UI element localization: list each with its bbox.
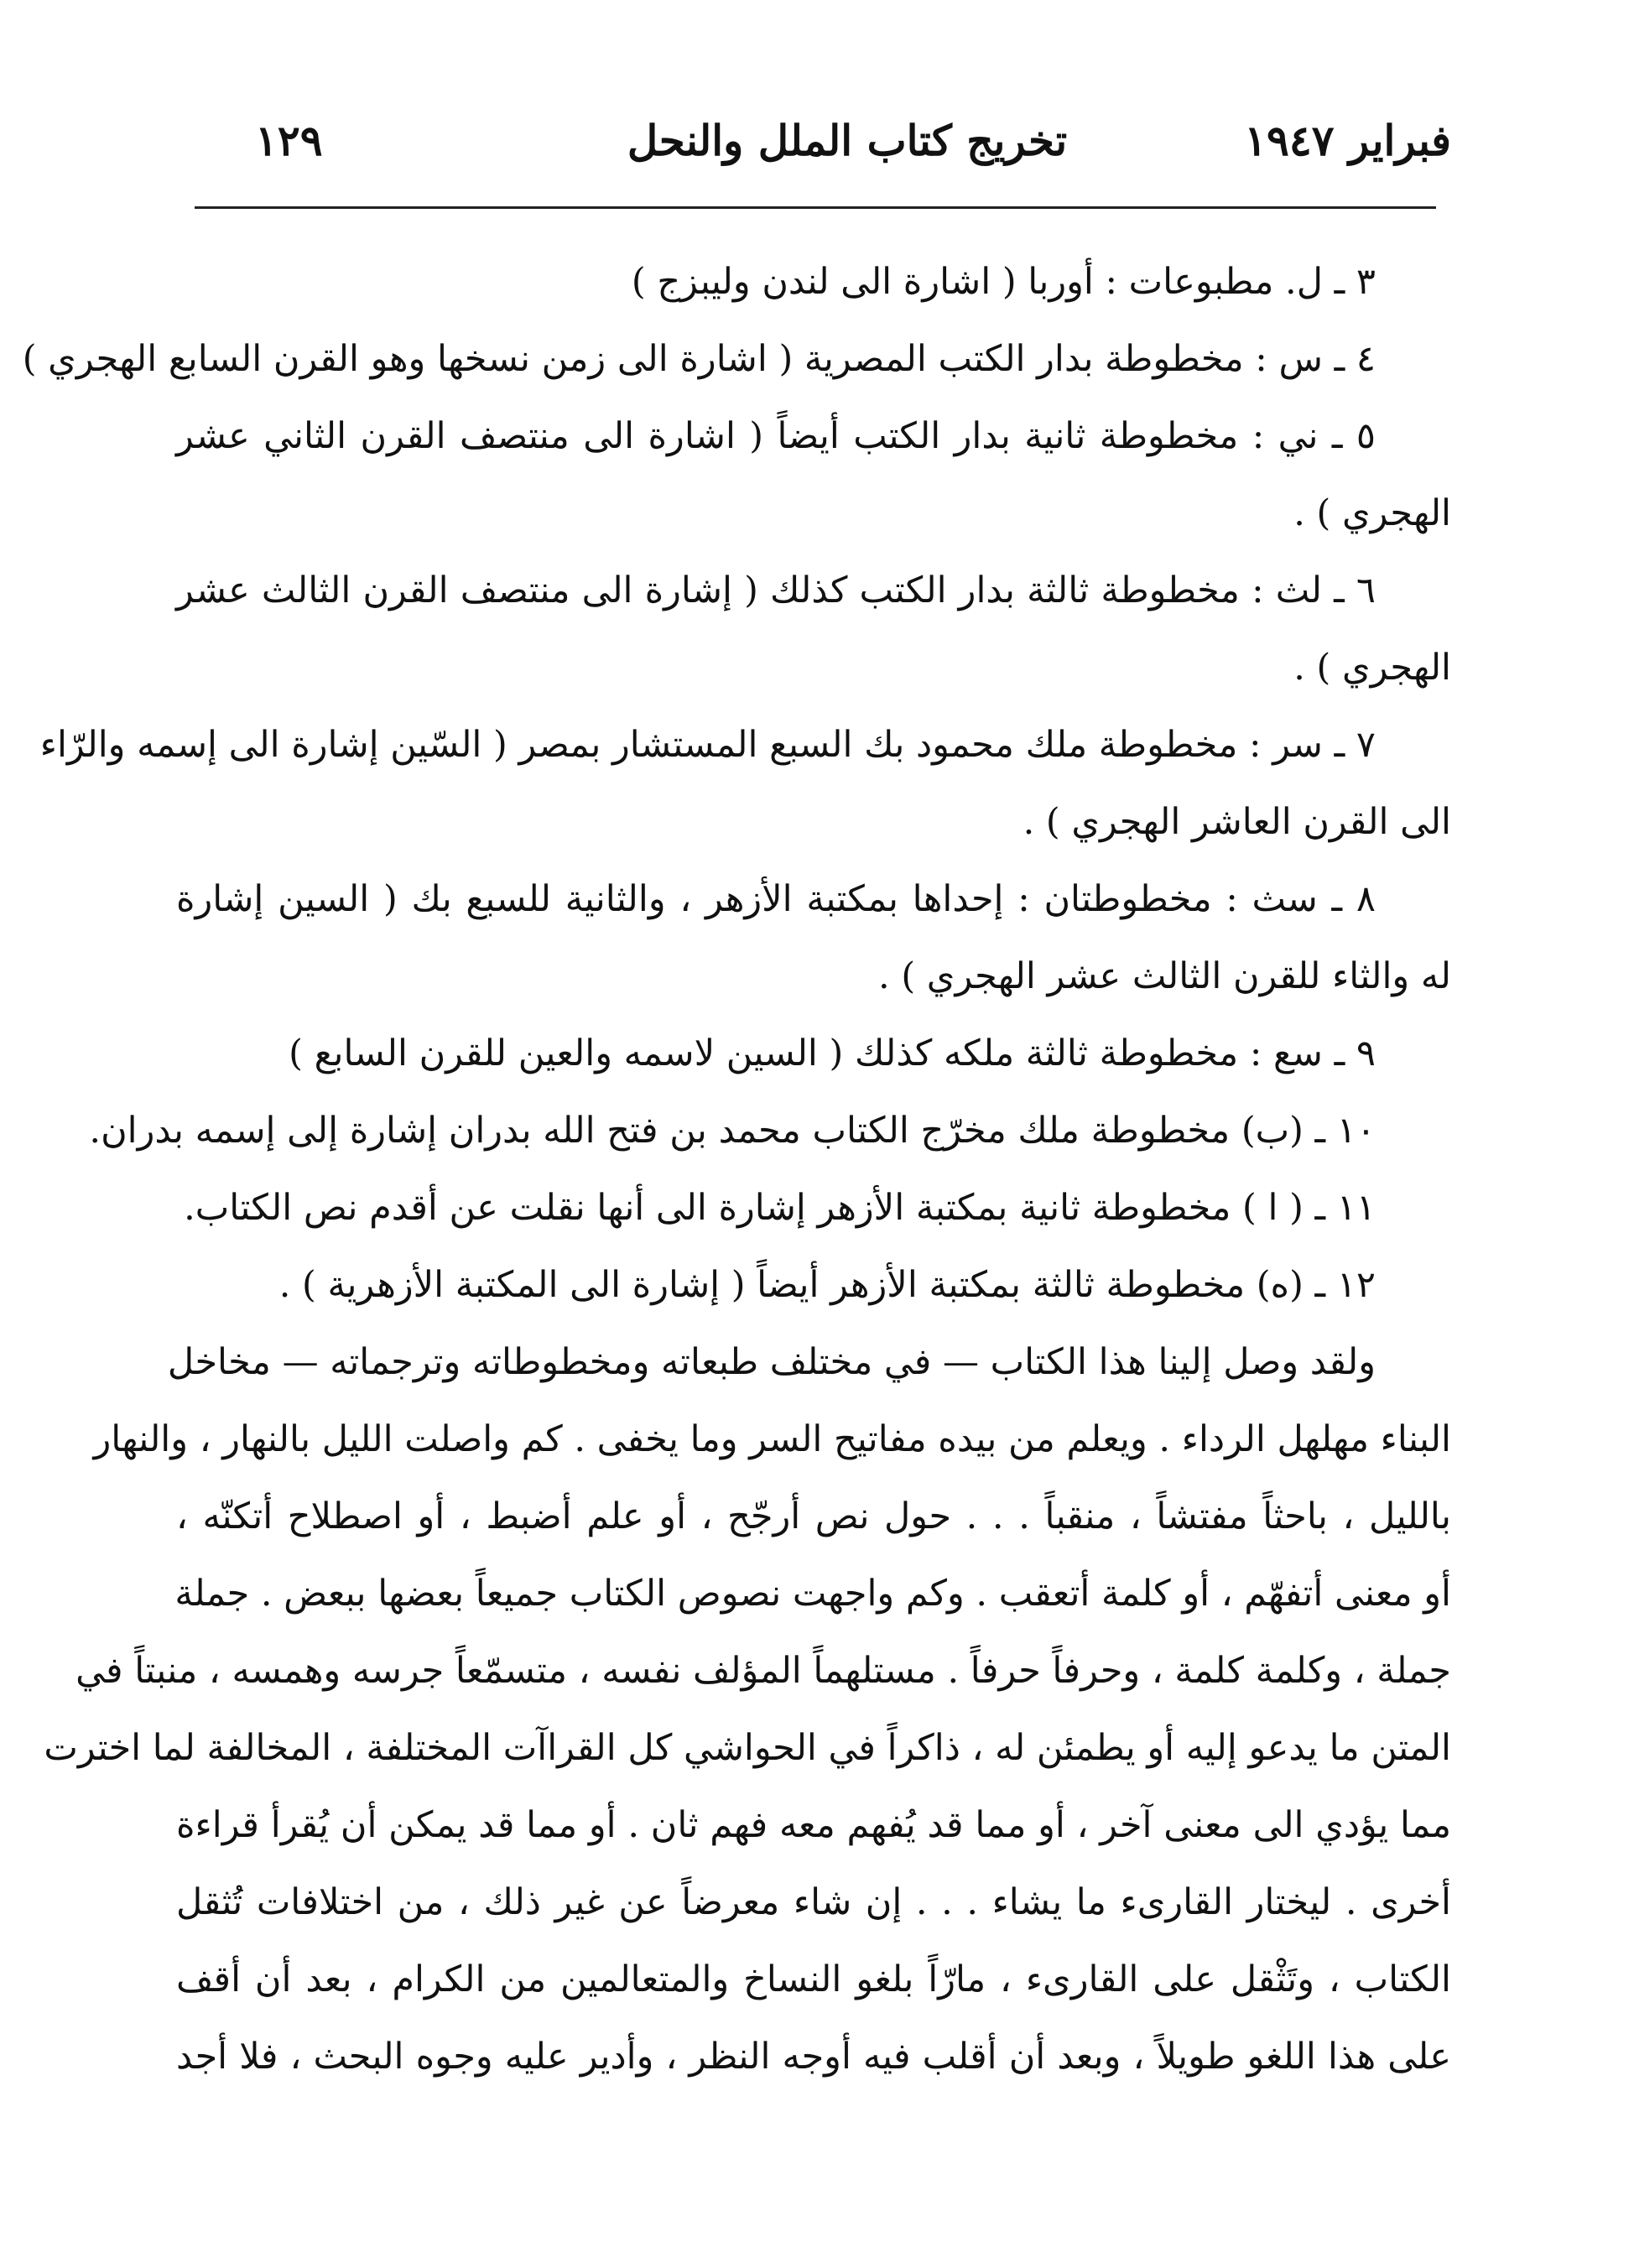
- running-header: [243, 116, 1451, 183]
- body-text: [22, 243, 1451, 2095]
- list-item-4: ٤ ـ س : مخطوطة بدار الكتب المصرية ( اشارة الى زمن نسخها وهو القرن السابع الهجري ): [22, 338, 1376, 380]
- list-item-5-continuation: الهجري ) .: [1293, 492, 1451, 534]
- list-item-10: ١٠ ـ (ب) مخطوطة ملك مخرّج الكتاب محمد بن فتح الله بدران إشارة إلى إسمه بدران.: [89, 1110, 1376, 1152]
- paragraph-line: على هذا اللغو طويلاً ، وبعد أن أقلب فيه أوجه النظر ، وأدير عليه وجوه البحث ، فلا أجد: [176, 2036, 1451, 2078]
- running-title: تخريج كتاب الملل والنحل: [627, 116, 1068, 165]
- issue-date: فبراير ١٩٤٧: [1244, 116, 1451, 165]
- list-item-8: ٨ ـ سث : مخطوطتان : إحداها بمكتبة الأزهر ، والثانية للسبع بك ( السين إشارة: [176, 878, 1376, 920]
- list-item-6-continuation: الهجري ) .: [1293, 647, 1451, 689]
- list-item-9: ٩ ـ سع : مخطوطة ثالثة ملكه كذلك ( السين لاسمه والعين للقرن السابع ): [289, 1033, 1376, 1074]
- list-item-5: ٥ ـ ني : مخطوطة ثانية بدار الكتب أيضاً ( اشارة الى منتصف القرن الثاني عشر: [176, 415, 1376, 457]
- paragraph-line: أخرى . ليختار القارىء ما يشاء . . . إن شاء معرضاً عن غير ذلك ، من اختلافات تُثقل: [176, 1881, 1451, 1923]
- paragraph-line: المتن ما يدعو إليه أو يطمئن له ، ذاكراً في الحواشي كل القراآت المختلفة ، المخالفة لما اخترت: [44, 1727, 1451, 1769]
- paragraph-line: بالليل ، باحثاً مفتشاً ، منقباً . . . حول نص أرجّح ، أو علم أضبط ، أو اصطلاح أتكنّه ،: [176, 1496, 1451, 1537]
- list-item-3: ٣ ـ ل. مطبوعات : أوربا ( اشارة الى لندن وليبزج ): [631, 261, 1376, 303]
- paragraph-line: أو معنى أتفهّم ، أو كلمة أتعقب . وكم واجهت نصوص الكتاب جميعاً بعضها ببعض . جملة: [174, 1573, 1451, 1615]
- list-item-8-continuation: له والثاء للقرن الثالث عشر الهجري ) .: [878, 955, 1451, 997]
- paragraph-line: جملة ، وكلمة كلمة ، وحرفاً حرفاً . مستلهماً المؤلف نفسه ، متسمّعاً جرسه وهمسه ، منبتاً في: [75, 1650, 1451, 1692]
- paragraph-line: مما يؤدي الى معنى آخر ، أو مما قد يُفهم معه فهم ثان . أو مما قد يمكن أن يُقرأ قراءة: [176, 1804, 1451, 1846]
- header-rule: [195, 206, 1436, 209]
- list-item-7-continuation: الى القرن العاشر الهجري ) .: [1023, 801, 1451, 843]
- list-item-11: ١١ ـ ( ا ) مخطوطة ثانية بمكتبة الأزهر إشارة الى أنها نقلت عن أقدم نص الكتاب.: [184, 1187, 1376, 1229]
- page-number: ١٢٩: [255, 116, 323, 165]
- paragraph-line: ولقد وصل إلينا هذا الكتاب — في مختلف طبعاته ومخطوطاته وترجماته — مخاخل: [167, 1341, 1376, 1383]
- list-item-7: ٧ ـ سر : مخطوطة ملك محمود بك السبع المستشار بمصر ( السّين إشارة الى إسمه والرّاء: [39, 724, 1376, 766]
- paragraph-line: البناء مهلهل الرداء . ويعلم من بيده مفاتيح السر وما يخفى . كم واصلت الليل بالنهار ، والنهار: [93, 1418, 1451, 1460]
- list-item-12: ١٢ ـ (ه) مخطوطة ثالثة بمكتبة الأزهر أيضاً ( إشارة الى المكتبة الأزهرية ) .: [278, 1264, 1376, 1306]
- paragraph-line: الكتاب ، وتَثْقل على القارىء ، مارّاً بلغو النساخ والمتعالمين من الكرام ، بعد أن أقف: [176, 1958, 1451, 2000]
- list-item-6: ٦ ـ لث : مخطوطة ثالثة بدار الكتب كذلك ( إشارة الى منتصف القرن الثالث عشر: [176, 570, 1376, 611]
